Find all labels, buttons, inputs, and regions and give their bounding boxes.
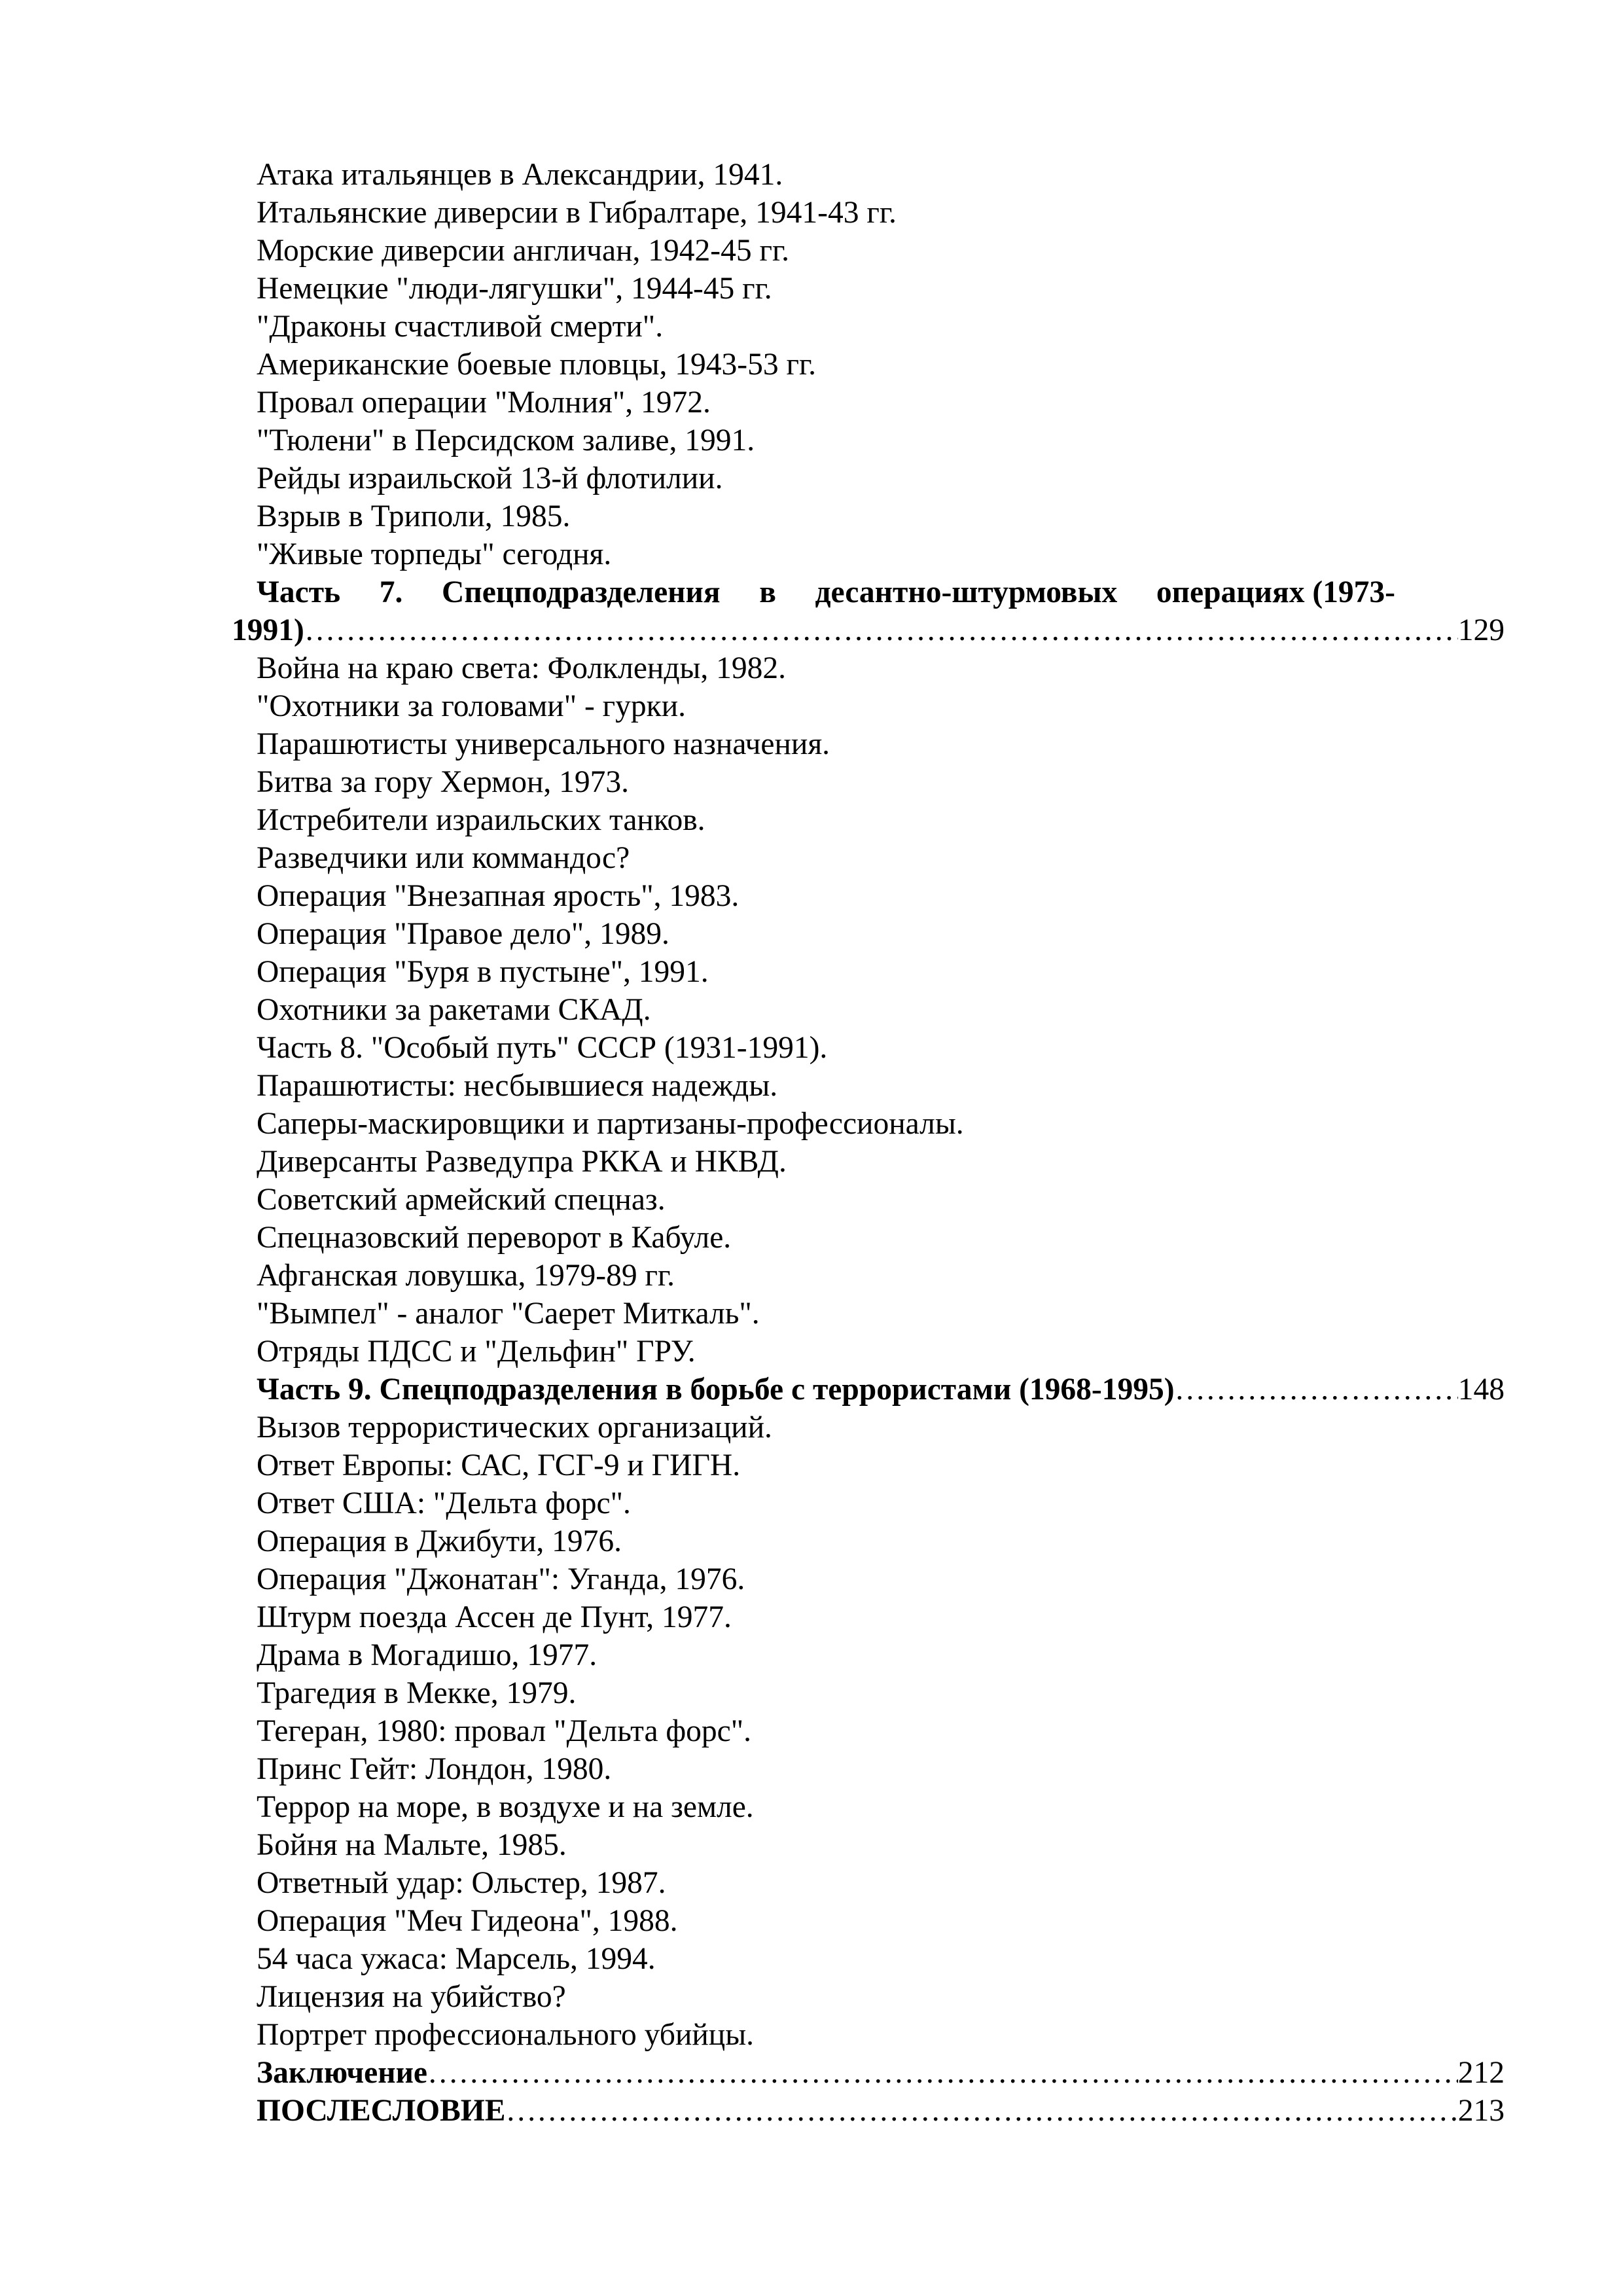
part7-heading-line1 bbox=[257, 573, 1395, 611]
toc-item: Разведчики или коммандос? bbox=[257, 841, 630, 875]
toc-item: Афганская ловушка, 1979-89 гг. bbox=[257, 1259, 675, 1293]
page-number: 212 bbox=[1457, 2056, 1505, 2090]
toc-item: Ответ Европы: САС, ГСГ-9 и ГИГН. bbox=[257, 1448, 741, 1482]
toc-item: Морские диверсии англичан, 1942-45 гг. bbox=[257, 234, 789, 268]
heading-continuation: 1991) bbox=[232, 613, 304, 647]
toc-item: Операция "Правое дело", 1989. bbox=[257, 917, 669, 951]
toc-item: Принс Гейт: Лондон, 1980. bbox=[257, 1752, 612, 1786]
toc-item: 54 часа ужаса: Марсель, 1994. bbox=[257, 1942, 656, 1976]
toc-item: "Охотники за головами" - гурки. bbox=[257, 689, 687, 723]
toc-item: Драма в Могадишо, 1977. bbox=[257, 1638, 597, 1672]
toc-item: Террор на море, в воздухе и на земле. bbox=[257, 1790, 754, 1824]
page-number: 148 bbox=[1457, 1372, 1505, 1407]
toc-item: Саперы-маскировщики и партизаны-профессионалы. bbox=[257, 1107, 964, 1141]
heading-word: десантно-штурмовых bbox=[815, 575, 1118, 609]
toc-item: Бойня на Мальте, 1985. bbox=[257, 1828, 567, 1862]
toc-item: Операция "Джонатан": Уганда, 1976. bbox=[257, 1562, 745, 1596]
toc-item: "Вымпел" - аналог "Саерет Миткаль". bbox=[257, 1297, 760, 1331]
part6-items bbox=[257, 156, 1505, 573]
toc-item: Парашютисты универсального назначения. bbox=[257, 727, 830, 761]
heading-word: в bbox=[759, 575, 776, 609]
heading-title: Часть 9. Спецподразделения в борьбе с террористами (1968-1995) bbox=[257, 1372, 1175, 1407]
toc-item: Ответ США: "Дельта форс". bbox=[257, 1486, 631, 1520]
heading-title: Заключение bbox=[257, 2056, 428, 2090]
toc-item: Итальянские диверсии в Гибралтаре, 1941-43 гг. bbox=[257, 196, 897, 230]
dot-leader bbox=[1175, 1371, 1458, 1408]
toc-item: Отряды ПДСС и "Дельфин" ГРУ. bbox=[257, 1335, 696, 1369]
dot-leader bbox=[304, 611, 1458, 649]
toc-item: Атака итальянцев в Александрии, 1941. bbox=[257, 158, 783, 192]
toc-item: Лицензия на убийство? bbox=[257, 1980, 566, 2014]
toc-item: Часть 8. "Особый путь" СССР (1931-1991). bbox=[257, 1031, 828, 1065]
table-of-contents bbox=[232, 156, 1505, 2130]
page-number: 129 bbox=[1457, 613, 1505, 647]
part7-items bbox=[257, 649, 1505, 1371]
heading-word: операциях (1973- bbox=[1156, 575, 1395, 609]
toc-item: Парашютисты: несбывшиеся надежды. bbox=[257, 1069, 778, 1103]
toc-item: Немецкие "люди-лягушки", 1944-45 гг. bbox=[257, 272, 772, 306]
toc-item: Взрыв в Триполи, 1985. bbox=[257, 499, 571, 533]
toc-item: Советский армейский спецназ. bbox=[257, 1183, 666, 1217]
toc-item: Ответный удар: Ольстер, 1987. bbox=[257, 1866, 666, 1900]
toc-item: Трагедия в Мекке, 1979. bbox=[257, 1676, 577, 1710]
toc-item: Операция "Внезапная ярость", 1983. bbox=[257, 879, 740, 913]
toc-item: Штурм поезда Ассен де Пунт, 1977. bbox=[257, 1600, 732, 1634]
toc-item: Битва за гору Хермон, 1973. bbox=[257, 765, 630, 799]
toc-item: Операция "Меч Гидеона", 1988. bbox=[257, 1904, 678, 1938]
heading-title: ПОСЛЕСЛОВИЕ bbox=[257, 2094, 506, 2128]
part9-heading bbox=[257, 1371, 1505, 1408]
toc-item: Операция в Джибути, 1976. bbox=[257, 1524, 622, 1558]
toc-item: Операция "Буря в пустыне", 1991. bbox=[257, 955, 709, 989]
toc-item: "Драконы счастливой смерти". bbox=[257, 310, 664, 344]
part7-heading bbox=[232, 573, 1505, 649]
toc-item: Тегеран, 1980: провал "Дельта форс". bbox=[257, 1714, 752, 1748]
toc-item: Истребители израильских танков. bbox=[257, 803, 705, 837]
dot-leader bbox=[427, 2054, 1458, 2092]
conclusion-entry bbox=[257, 2054, 1505, 2092]
toc-item: "Живые торпеды" сегодня. bbox=[257, 537, 612, 571]
toc-item: Американские боевые пловцы, 1943-53 гг. bbox=[257, 348, 816, 382]
toc-item: "Тюлени" в Персидском заливе, 1991. bbox=[257, 423, 755, 457]
toc-item: Война на краю света: Фолкленды, 1982. bbox=[257, 651, 787, 685]
part7-heading-line2 bbox=[232, 611, 1505, 649]
afterword-entry bbox=[257, 2092, 1505, 2130]
toc-item: Спецназовский переворот в Кабуле. bbox=[257, 1221, 732, 1255]
toc-item: Вызов террористических организаций. bbox=[257, 1410, 772, 1444]
toc-item: Диверсанты Разведупра РККА и НКВД. bbox=[257, 1145, 787, 1179]
heading-word: Часть bbox=[257, 575, 341, 609]
toc-item: Портрет профессионального убийцы. bbox=[257, 2018, 754, 2052]
dot-leader bbox=[505, 2092, 1450, 2130]
toc-item: Провал операции "Молния", 1972. bbox=[257, 386, 711, 420]
heading-word: Спецподразделения bbox=[442, 575, 721, 609]
heading-word: 7. bbox=[379, 575, 403, 609]
page-number: .213 bbox=[1450, 2094, 1505, 2128]
toc-item: Рейды израильской 13-й флотилии. bbox=[257, 461, 723, 495]
toc-item: Охотники за ракетами СКАД. bbox=[257, 993, 651, 1027]
part9-items bbox=[257, 1408, 1505, 2054]
